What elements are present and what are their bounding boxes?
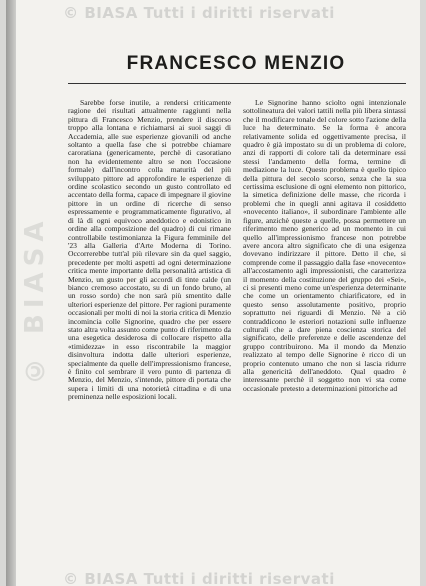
- article-title: FRANCESCO MENZIO: [126, 53, 346, 74]
- watermark-bottom: © BIASA Tutti i diritti riservati: [63, 570, 335, 586]
- left-column-text: Sarebbe forse inutile, a rendersi criticamente ragione dei risultati attualmente raggiunti nella pittura di Francesco Menzio, prendere il discorso troppo alla lontana e richiamarsi ai suoi saggi di Accademia, alle sue esperienze giovanili od anche soltanto a quella fase che si potrebbe chiamare caroratiana (genericamente, perchè di casoratiano non ha evidentemente altro se non l'occasione formale) dall'incontro colla maturità del più sviluppato pittore ad approfondire le esperienze di ordine scolastico secondo un gusto controllato ed accentato della forma, capace di impegnare il giovine pittore in un ordine di ricerche di senso espressamente e programmaticamente figurativo, al di là di ogni equivoco aneddotico e edonistico in ordine alla composizione del quadro) di cui rimane controllabile testimonianza la Figura femminile del '23 alla Galleria d'Arte Moderna di Torino. Occorrerebbe tutt'al più rilevare sin da quel saggio, precedente per molti aspetti ad ogni determinazione critica mente importante della personalità artistica di Menzio, un gusto per gli accordi di tinte calde (un bianco cremoso accostato, su di un fondo bruno, al un rosso sordo) che non sarà più smentito dalle ulteriori esperienze del pittore. Per ragioni puramente occasionali per molti di noi la storia critica di Menzio incomincia colle Signorine, quadro che per essere stato altra volta assunto come punto di riferimento da una esegetica desiderosa di collocare rispetto alla «timidezza» in esso riscontrabile la maggior disinvoltura indotta dalle ulteriori esperienze, specialmente da quelle dell'impressionismo francese, è finito col sembrare il vero punto di partenza di Menzio, del Menzio, s'intende, pittore di portata che supera i limiti di una notorietà cittadina e di una preminenza nelle esposizioni locali.: [68, 98, 232, 402]
- text-column-left: [68, 99, 231, 402]
- right-column-text: Le Signorine hanno sciolto ogni intenzionale sottolineatura dei valori tattili nella più libera sintassi che il modificare tonale del colore sotto l'azione della luce ha determinato. Se la forma è ancora relativamente solida ed oggettivamente precisa, il quadro è già impostato su di un problema di colore, anzi di rapporti di colore tali da determinare essi stessi l'andamento della forma, termine di mediazione la luce. Questo problema è quello tipico della pittura del secolo scorso, senza che la sua certissima esclusione di ogni elemento non pittorico, la simetica definizione delle masse, che ricorda i problemi che in quegli anni agitava il cosiddetto «novecento italiano», il subordinare l'ambiente alle figure, anzichè queste a quelle, possa permettere un riferimento meno generico ad un momento in cui quello all'impressionismo francese non potrebbe avere ancora altro significato che di una esigenza dovevano indirizzare il pittore. Detto il che, si comprende come il passaggio dalla fase «novecento» all'accostamento agli impressionisti, che caratterizza il momento della costituzione del gruppo dei «Sei», ci si presenti meno come un'esperienza determinante che come un orientamento chiarificatore, ed in questo senso assolutamente positivo, proprio soprattutto nei riguardi di Menzio. Nè a ciò contraddicono le esteriori notazioni sulle influenze culturali che a dare piena coscienza storica del significato, delle preferenze e delle ascendenze del gruppo contribuirono. Ma il mondo da Menzio realizzato al tempo delle Signorine è ricco di un proprio contenuto umano che non si lascia ridurre alla genericità dell'aneddoto. Qual quadro è interessante perchè il soggetto non vi sta come occasionale pretesto a determinazioni pittoriche ad: [243, 98, 406, 393]
- binding-edge: [6, 0, 16, 586]
- watermark-side: © BIASA: [20, 215, 50, 385]
- document-page: [6, 0, 420, 586]
- watermark-top: © BIASA Tutti i diritti riservati: [63, 4, 335, 22]
- title-divider: [68, 83, 406, 84]
- text-column-right: [243, 99, 406, 393]
